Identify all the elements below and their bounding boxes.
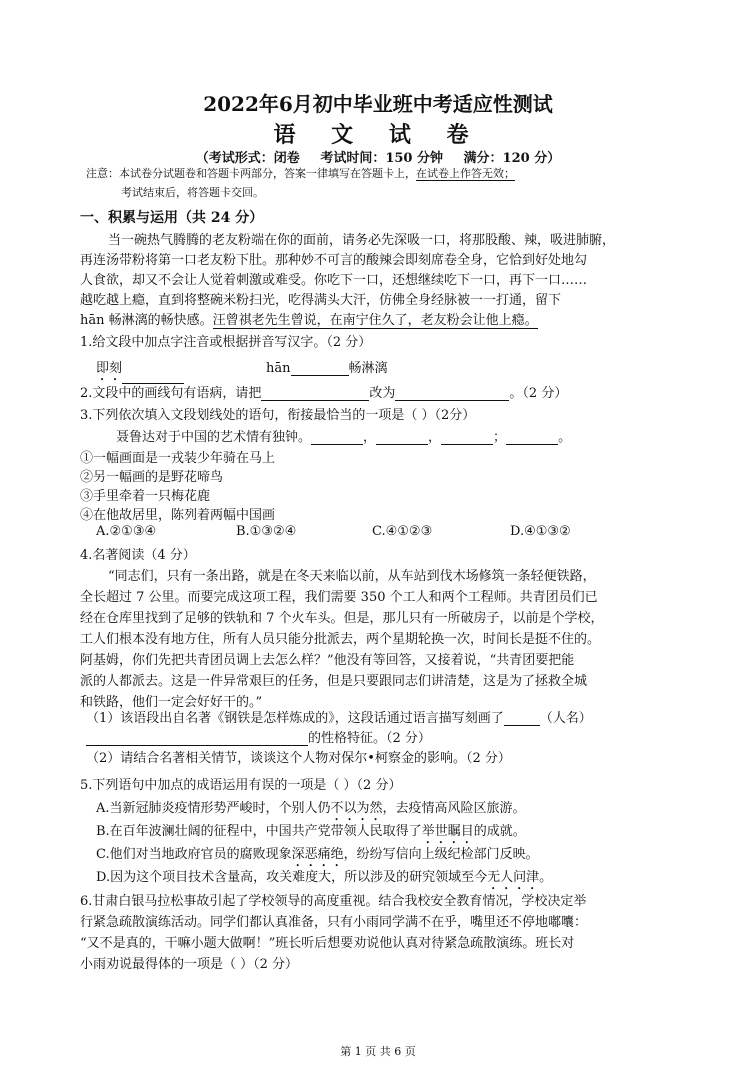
q4-passage (80, 565, 680, 715)
q4-passage-line: 全长超过 7 公里。而要完成这项工程，我们需要 350 个工人和两个工程师。共青团员们已 (80, 590, 598, 605)
q3-item: ③手里牵着一只梅花鹿 (80, 489, 211, 504)
section1-heading: 一、积累与运用（共 24 分） (80, 210, 264, 226)
exam-title: 2022年6月初中毕业班中考适应性测试 (203, 92, 553, 116)
q3-choice-d[interactable]: D.④①③② (510, 524, 571, 539)
q4-passage-line: 派的人都派去。这是一件异常艰巨的任务，但是只要跟同志们讲清楚，这是为了拯救全城 (80, 674, 588, 689)
q6-line: “又不是真的，干嘛小题大做啊！”班长听后想要劝说他认真对待紧急疏散演练。班长对 (80, 936, 575, 951)
passage-line: 人食欲，却又不会让人觉着刺激或难受。你吃下一口，还想继续吃下一口，再下一口…… (80, 273, 588, 288)
q4-blank-trait[interactable] (86, 745, 308, 746)
q1-stem: 1.给文段中加点字注音或根据拼音写汉字。（2 分） (80, 335, 372, 350)
q6-line: 行紧急疏散演练活动。同学们都认真准备，只有小雨同学满不在乎，嘴里还不停地嘟囔： (80, 915, 588, 930)
q1-answer-b: hān 畅淋漓 (266, 361, 388, 376)
q2-blank-1[interactable] (261, 400, 369, 401)
q4-blank-name[interactable] (504, 725, 540, 726)
q6-line: 小雨劝说最得体的一项是（ ）（2 分） (80, 957, 299, 972)
passage-line: 再连汤带粉将第一口老友粉下肚。那种妙不可言的酸辣会即刻席卷全身，它恰到好处地勾 (80, 253, 588, 268)
exam-form: （考试形式：闭卷 (195, 151, 300, 166)
passage-line: 越吃越上瘾，直到将整碗米粉扫光，吃得满头大汗，仿佛全身经脉被一一打通，留下 (80, 293, 562, 308)
q4-stem: 4.名著阅读（4 分） (80, 548, 196, 563)
q4-sub2: （2）请结合名著相关情节，谈谈这个人物对保尔•柯察金的影响。（2 分） (86, 751, 511, 766)
note-underlined: 在试卷上作答无效； (416, 167, 515, 180)
full-score: 满分：120 分） (463, 151, 561, 166)
note-line-2: 考试结束后，将答题卡交回。 (121, 186, 264, 199)
exam-time: 考试时间：150 分钟 (320, 151, 443, 166)
q3-item: ④在他故居里，陈列着两幅中国画 (80, 508, 276, 523)
q4-passage-line: 经在仓库里找到了足够的铁轨和 7 个火车头。但是，那儿只有一所破房子，以前是个学校， (80, 611, 604, 626)
q5-stem: 5.下列语句中加点的成语运用有误的一项是（ ）（2 分） (80, 778, 402, 793)
q3-choice-c[interactable]: C.④①②③ (372, 524, 433, 539)
q1-answer-a: 即刻 (96, 357, 184, 384)
q4-passage-line: “同志们，只有一条出路，就是在冬天来临以前，从车站到伐木场修筑一条轻便铁路， (108, 569, 596, 584)
q4-passage-line: 阿基姆，你们先把共青团员调上去怎么样？”他没有等回答，又接着说，“共青团要把能 (80, 653, 575, 668)
q3-choice-a[interactable]: A.②①③④ (96, 524, 157, 539)
passage-line: hān 畅淋漓的畅快感。汪曾祺老先生曾说，在南宁住久了，老友粉会让他上瘾。 (80, 313, 538, 328)
q3-blank-4[interactable] (506, 444, 558, 445)
q4-passage-line: 和铁路，他们一定会好好干的。” (80, 695, 263, 710)
q6-line: 6.甘肃白银马拉松事故引起了学校领导的高度重视。结合我校安全教育情况，学校决定举 (80, 894, 587, 909)
q5-option-b[interactable]: B.在百年波澜壮阔的征程中，中国共产党带领人民取得了举世瞩目的成就。 (96, 824, 526, 839)
q5-option-c[interactable]: C.他们对当地政府官员的腐败现象深恶痛绝，纷纷写信向上级纪检部门反映。 (96, 847, 539, 862)
q4-sub1: （1）该语段出自名著《钢铁是怎样炼成的》，这段话通过语言描写刻画了 （人名） (86, 711, 592, 726)
passage-underlined-sentence: 汪曾祺老先生曾说，在南宁住久了，老友粉会让他上瘾。 (212, 313, 538, 328)
section1-passage (80, 229, 680, 339)
q5-option-d[interactable]: D.因为这个项目技术含量高，攻关难度大，所以涉及的研究领域至今无人问津。 (96, 870, 553, 885)
q2-line: 2.文段中的画线句有语病，请把 改为 。（2 分） (80, 386, 568, 401)
q3-blank-3[interactable] (441, 444, 493, 445)
q5-option-a[interactable]: A.当新冠肺炎疫情形势严峻时，个别人仍不以为然，去疫情高风险区旅游。 (96, 801, 526, 816)
q2-blank-2[interactable] (395, 400, 509, 401)
q3-stem: 3.下列依次填入文段划线处的语句，衔接最恰当的一项是（ ）（2分） (80, 408, 476, 423)
q3-blank-1[interactable] (311, 444, 363, 445)
q1-blank-b[interactable] (291, 375, 349, 376)
q3-lead: 聂鲁达对于中国的艺术情有独钟。 ， ， ； 。 (116, 430, 572, 445)
q3-item: ②另一幅画的是野花啼鸟 (80, 470, 224, 485)
exam-meta (0, 147, 756, 166)
page-footer: 第 1 页 共 6 页 (340, 1045, 416, 1058)
q4-passage-line: 工人们根本没有地方住，所有人员只能分批派去，两个星期轮换一次，时间长是挺不住的。 (80, 632, 601, 647)
note-line-1: 注意：本试卷分试题卷和答题卡两部分，答案一律填写在答题卡上，在试卷上作答无效； (86, 167, 515, 180)
q3-item: ①一幅画面是一戎装少年骑在马上 (80, 451, 276, 466)
passage-line: 当一碗热气腾腾的老友粉端在你的面前，请务必先深吸一口，将那股酸、辣，吸进肺腑， (108, 233, 616, 248)
q3-blank-2[interactable] (376, 444, 428, 445)
exam-subtitle: 语 文 试 卷 (273, 122, 483, 148)
q3-choice-b[interactable]: B.①③②④ (236, 524, 297, 539)
q4-sub1-cont: 的性格特征。（2 分） (86, 727, 431, 746)
